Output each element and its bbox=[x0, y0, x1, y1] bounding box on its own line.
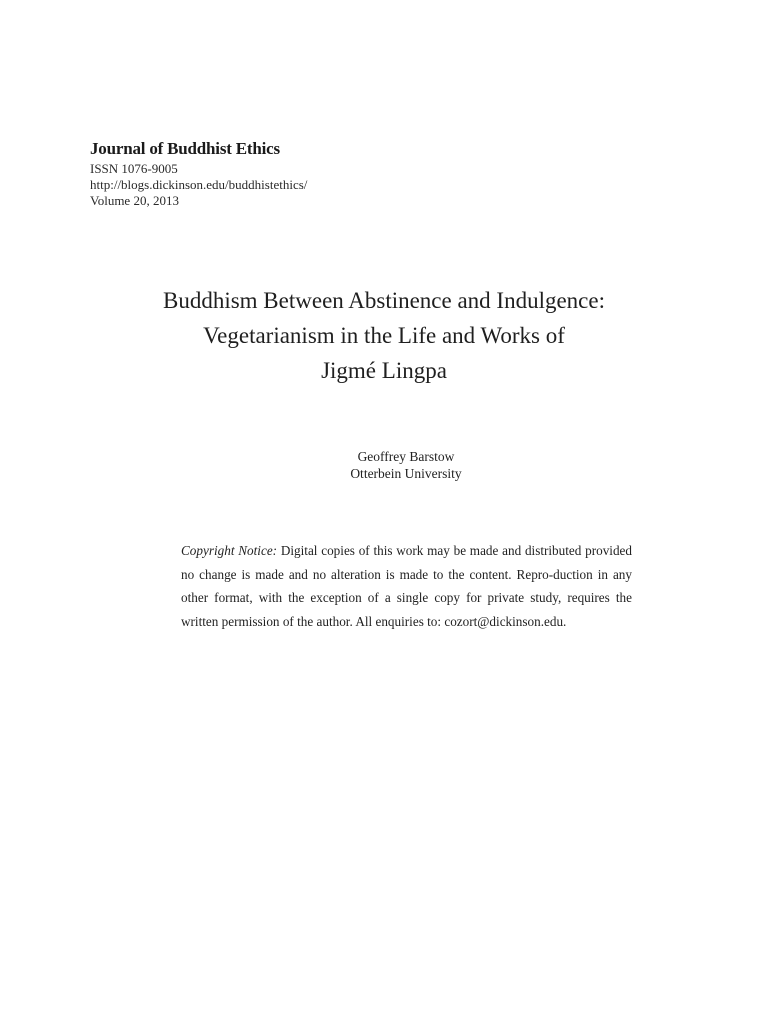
journal-url: http://blogs.dickinson.edu/buddhistethics/ bbox=[90, 177, 308, 192]
journal-header bbox=[90, 140, 307, 209]
author-block bbox=[0, 448, 768, 482]
author-affiliation: Otterbein University bbox=[350, 466, 462, 481]
copyright-text: Digital copies of this work may be made and distributed provided no change is made and no alteration is made to the content. Repro-duction in any other format, with the exception of a single copy for private study, requires the written permission of the author. All enquiries to: cozort@dickinson.edu. bbox=[181, 543, 632, 629]
article-title-line: Jigmé Lingpa bbox=[321, 358, 447, 383]
copyright-label: Copyright Notice: bbox=[181, 543, 278, 558]
journal-volume: Volume 20, 2013 bbox=[90, 193, 179, 208]
copyright-notice bbox=[181, 539, 632, 633]
article-title-line: Buddhism Between Abstinence and Indulgence: bbox=[162, 288, 605, 313]
journal-issn: ISSN 1076-9005 bbox=[90, 161, 178, 176]
article-title-line: Vegetarianism in the Life and Works of bbox=[203, 323, 565, 348]
article-title bbox=[0, 283, 768, 388]
journal-title: Journal of Buddhist Ethics bbox=[90, 139, 280, 158]
author-name: Geoffrey Barstow bbox=[357, 449, 455, 464]
